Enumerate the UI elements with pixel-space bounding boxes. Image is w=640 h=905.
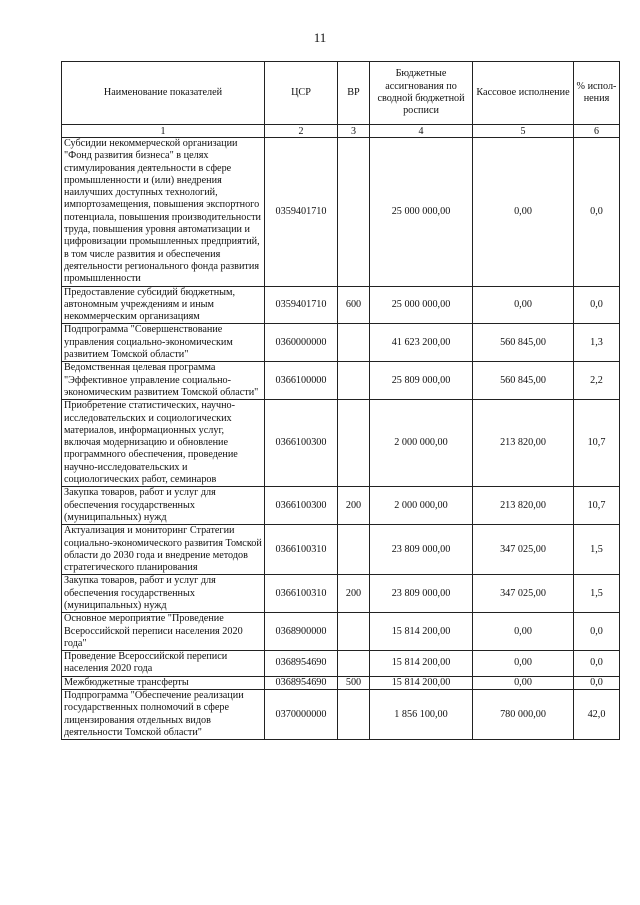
row-csr: 0359401710 <box>265 138 338 287</box>
row-pct: 0,0 <box>574 286 620 324</box>
row-name: Межбюджетные трансферты <box>62 676 265 689</box>
header-cash: Кассовое исполнение <box>473 62 574 125</box>
row-name: Ведомственная целевая программа "Эффективное управление социально-экономическим развитием Томской области" <box>62 362 265 400</box>
row-cash: 347 025,00 <box>473 525 574 575</box>
row-name: Основное мероприятие "Проведение Всероссийской переписи населения 2020 года" <box>62 613 265 651</box>
row-name: Проведение Всероссийской переписи населения 2020 года <box>62 651 265 677</box>
table-row <box>62 487 620 525</box>
row-pct: 42,0 <box>574 690 620 740</box>
row-csr: 0366100300 <box>265 400 338 487</box>
row-cash: 0,00 <box>473 613 574 651</box>
row-budget: 15 814 200,00 <box>370 676 473 689</box>
page-number: 11 <box>313 30 327 45</box>
row-name: Подпрограмма "Совершенствование управления социально-экономическим развитием Томской области" <box>62 324 265 362</box>
row-name: Приобретение статистических, научно-исследовательских и социологических материалов, информационных услуг, включая модернизацию и обновление программного обеспечения, проведение научно-исследовательских и социологических работ, семинаров <box>62 400 265 487</box>
row-vr: 200 <box>338 575 370 613</box>
table-header-row <box>62 62 620 125</box>
row-cash: 0,00 <box>473 286 574 324</box>
column-number: 3 <box>338 125 370 138</box>
row-budget: 25 000 000,00 <box>370 138 473 287</box>
row-name: Актуализация и мониторинг Стратегии социально-экономического развития Томской области до 2030 года и внедрение методов стратегического планирования <box>62 525 265 575</box>
row-budget: 41 623 200,00 <box>370 324 473 362</box>
row-pct: 2,2 <box>574 362 620 400</box>
row-csr: 0366100300 <box>265 487 338 525</box>
row-budget: 2 000 000,00 <box>370 400 473 487</box>
row-name: Предоставление субсидий бюджетным, автономным учреждениям и иным некоммерческим организациям <box>62 286 265 324</box>
table-row <box>62 138 620 287</box>
table-row <box>62 613 620 651</box>
table-row <box>62 525 620 575</box>
row-budget: 15 814 200,00 <box>370 651 473 677</box>
row-budget: 25 000 000,00 <box>370 286 473 324</box>
row-vr <box>338 362 370 400</box>
row-budget: 2 000 000,00 <box>370 487 473 525</box>
row-pct: 0,0 <box>574 651 620 677</box>
table-row <box>62 651 620 677</box>
row-vr <box>338 690 370 740</box>
row-vr: 500 <box>338 676 370 689</box>
row-pct: 10,7 <box>574 487 620 525</box>
table-row <box>62 324 620 362</box>
row-pct: 1,3 <box>574 324 620 362</box>
budget-execution-table <box>61 61 620 740</box>
row-vr <box>338 613 370 651</box>
row-cash: 0,00 <box>473 138 574 287</box>
row-csr: 0366100310 <box>265 525 338 575</box>
table-row <box>62 400 620 487</box>
row-vr: 200 <box>338 487 370 525</box>
row-csr: 0359401710 <box>265 286 338 324</box>
table-row <box>62 676 620 689</box>
header-name: Наименование показателей <box>62 62 265 125</box>
table-row <box>62 575 620 613</box>
column-number-row <box>62 125 620 138</box>
row-name: Подпрограмма "Обеспечение реализации государственных полномочий в сфере лицензирования отдельных видов деятельности Томской области" <box>62 690 265 740</box>
row-vr <box>338 525 370 575</box>
table-row <box>62 362 620 400</box>
row-budget: 23 809 000,00 <box>370 575 473 613</box>
row-vr: 600 <box>338 286 370 324</box>
header-budget: Бюджетные ассигнования по сводной бюджетной росписи <box>370 62 473 125</box>
header-pct: % испол-нения <box>574 62 620 125</box>
column-number: 5 <box>473 125 574 138</box>
row-cash: 213 820,00 <box>473 400 574 487</box>
row-name: Закупка товаров, работ и услуг для обеспечения государственных (муниципальных) нужд <box>62 487 265 525</box>
row-csr: 0360000000 <box>265 324 338 362</box>
row-cash: 213 820,00 <box>473 487 574 525</box>
row-vr <box>338 138 370 287</box>
row-cash: 0,00 <box>473 676 574 689</box>
row-pct: 10,7 <box>574 400 620 487</box>
row-budget: 1 856 100,00 <box>370 690 473 740</box>
row-budget: 23 809 000,00 <box>370 525 473 575</box>
row-csr: 0366100310 <box>265 575 338 613</box>
row-csr: 0368954690 <box>265 651 338 677</box>
table-row <box>62 286 620 324</box>
row-name: Субсидии некоммерческой организации "Фонд развития бизнеса" в целях стимулирования деятельности в сфере промышленности и (или) внедрения наилучших доступных технологий, импортозамещения, повышения экспортного потенциала, повышения производительности труда, повышения уровня автоматизации и цифровизации промышленных предприятий, в том числе развития и обеспечения деятельности регионального фонда развития промышленности <box>62 138 265 287</box>
row-csr: 0368954690 <box>265 676 338 689</box>
row-vr <box>338 324 370 362</box>
row-cash: 560 845,00 <box>473 362 574 400</box>
column-number: 6 <box>574 125 620 138</box>
row-cash: 347 025,00 <box>473 575 574 613</box>
row-cash: 560 845,00 <box>473 324 574 362</box>
row-pct: 1,5 <box>574 525 620 575</box>
column-number: 4 <box>370 125 473 138</box>
row-pct: 1,5 <box>574 575 620 613</box>
table-row <box>62 690 620 740</box>
row-budget: 15 814 200,00 <box>370 613 473 651</box>
column-number: 2 <box>265 125 338 138</box>
row-csr: 0366100000 <box>265 362 338 400</box>
header-vr: ВР <box>338 62 370 125</box>
row-csr: 0370000000 <box>265 690 338 740</box>
row-budget: 25 809 000,00 <box>370 362 473 400</box>
row-vr <box>338 400 370 487</box>
row-cash: 780 000,00 <box>473 690 574 740</box>
column-number: 1 <box>62 125 265 138</box>
row-pct: 0,0 <box>574 676 620 689</box>
row-name: Закупка товаров, работ и услуг для обеспечения государственных (муниципальных) нужд <box>62 575 265 613</box>
row-cash: 0,00 <box>473 651 574 677</box>
row-pct: 0,0 <box>574 613 620 651</box>
row-vr <box>338 651 370 677</box>
row-pct: 0,0 <box>574 138 620 287</box>
row-csr: 0368900000 <box>265 613 338 651</box>
header-csr: ЦСР <box>265 62 338 125</box>
